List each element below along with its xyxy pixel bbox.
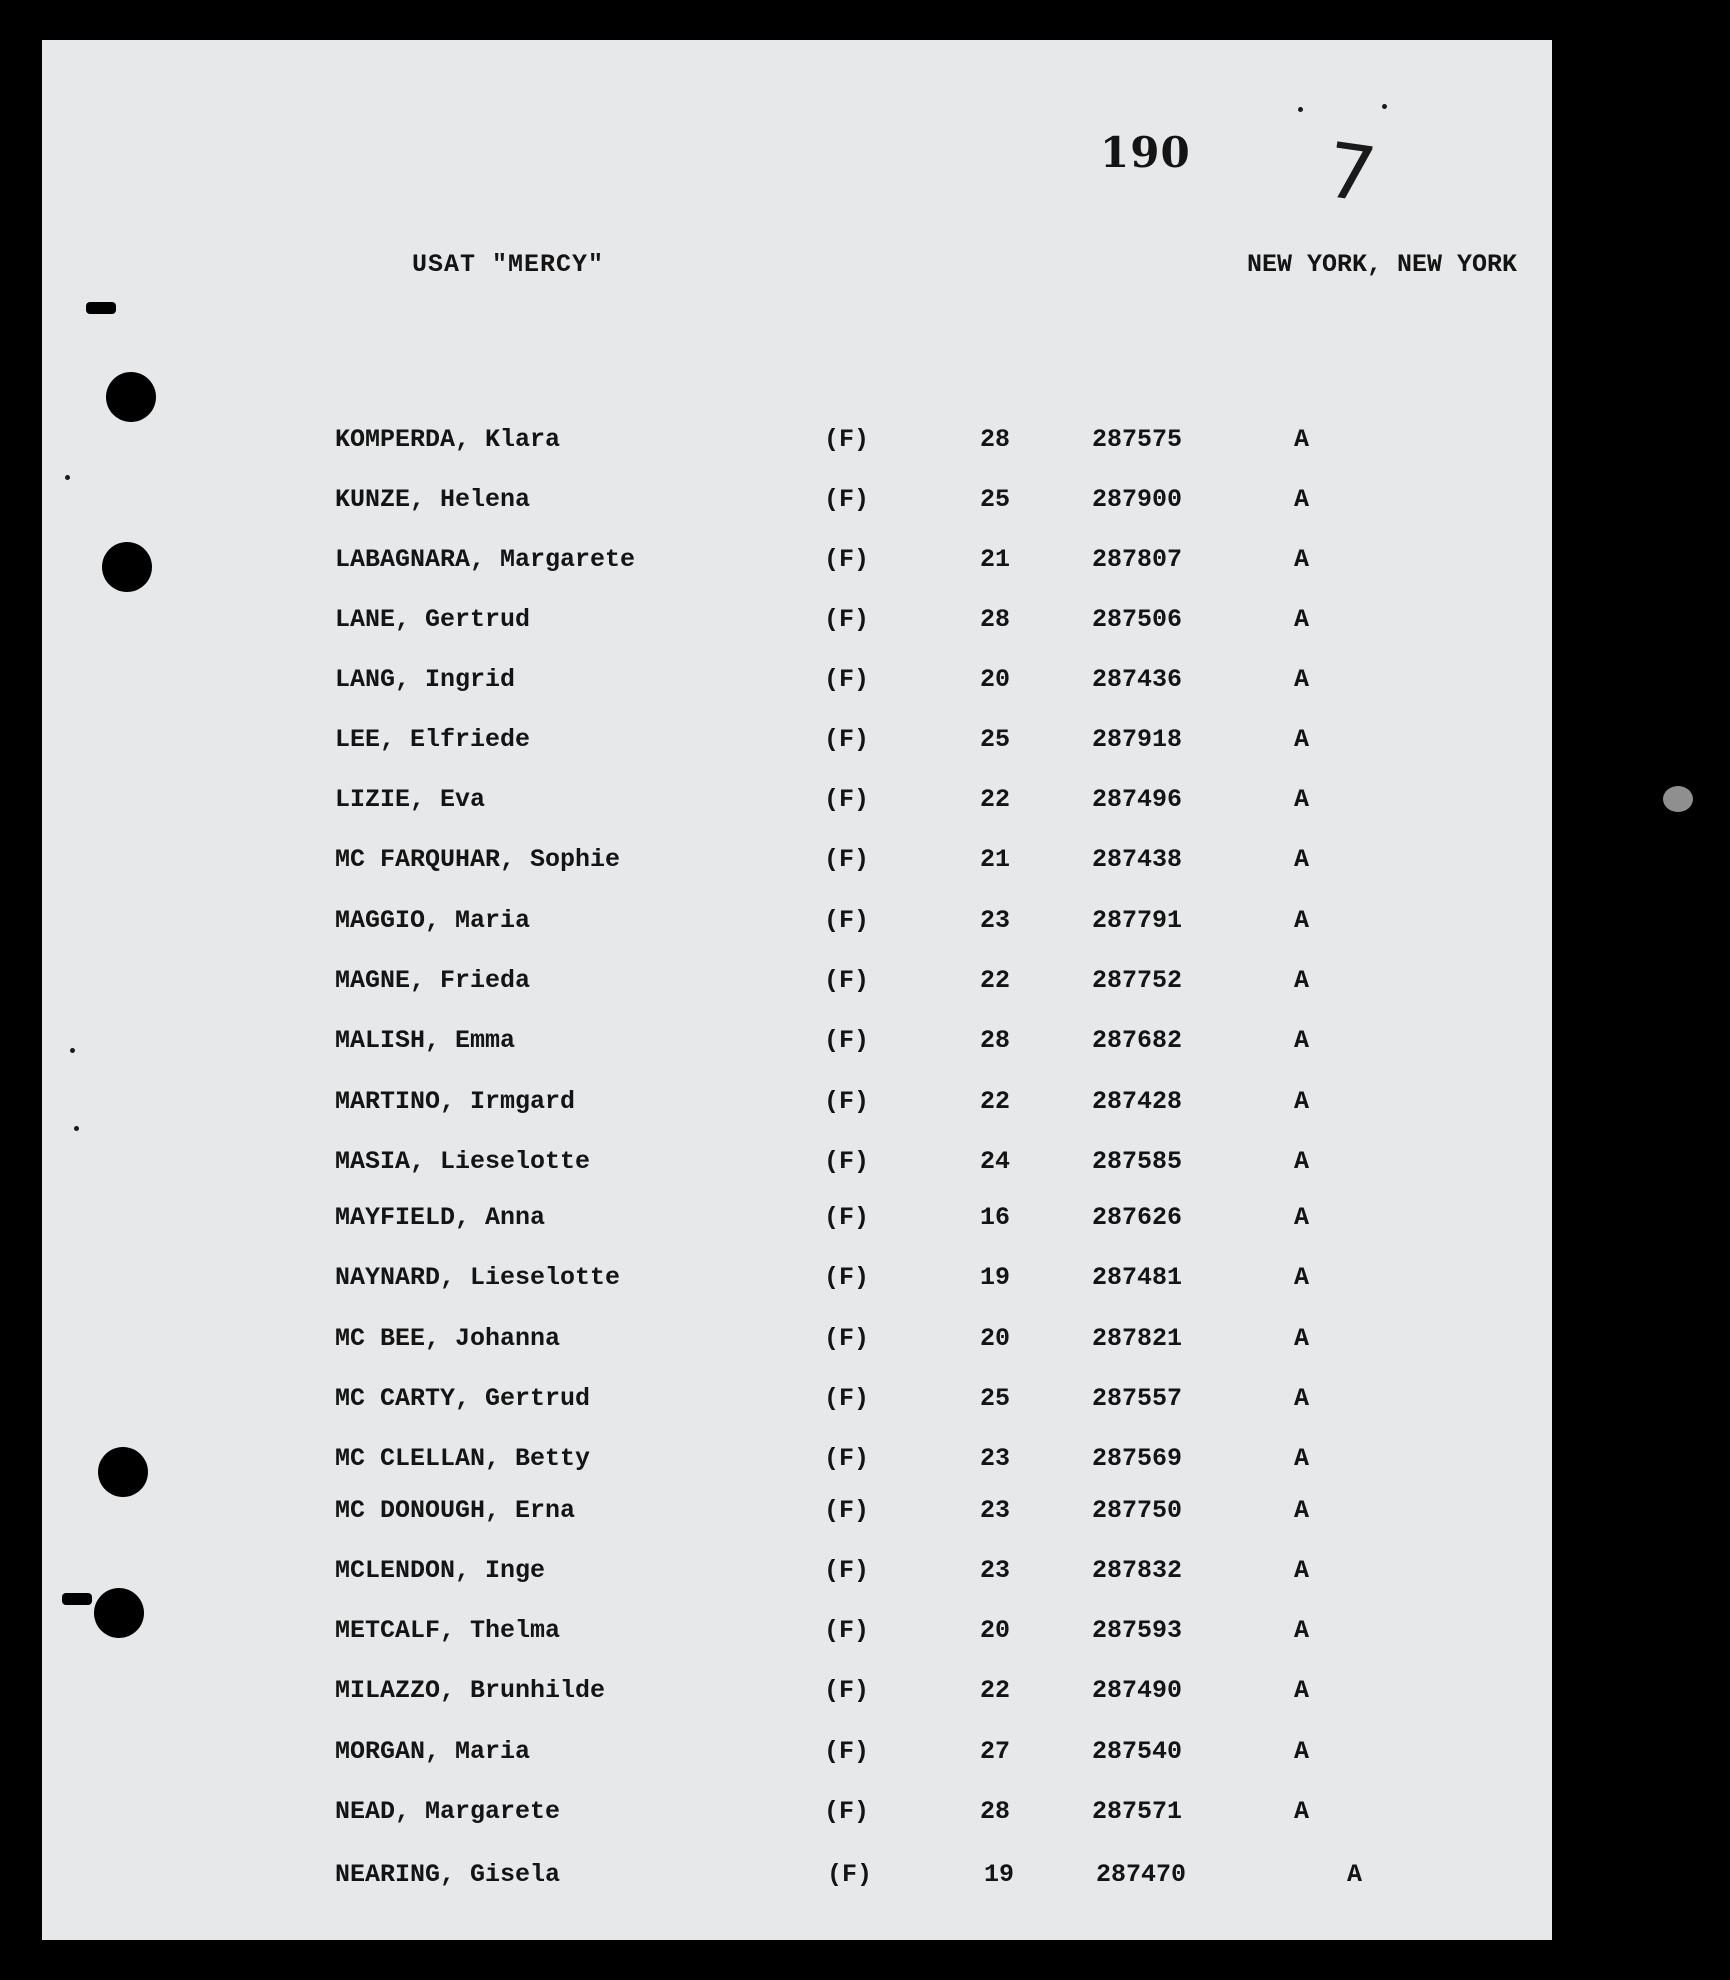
- passenger-sex: (F): [824, 1496, 870, 1525]
- passenger-class: A: [1294, 485, 1310, 514]
- passenger-number: 287540: [1092, 1737, 1183, 1766]
- page-number: 190: [1100, 128, 1191, 177]
- passenger-name: NAYNARD, Lieselotte: [335, 1263, 621, 1292]
- passenger-age: 20: [980, 665, 1011, 694]
- passenger-name: LEE, Elfriede: [335, 725, 531, 754]
- passenger-sex: (F): [824, 1676, 870, 1705]
- passenger-age: 28: [980, 425, 1011, 454]
- passenger-number: 287490: [1092, 1676, 1183, 1705]
- passenger-name: MAYFIELD, Anna: [335, 1203, 546, 1232]
- passenger-class: A: [1347, 1860, 1363, 1889]
- table-row: [42, 785, 1552, 825]
- passenger-age: 25: [980, 1384, 1011, 1413]
- passenger-number: 287436: [1092, 665, 1183, 694]
- passenger-number: 287428: [1092, 1087, 1183, 1116]
- passenger-age: 22: [980, 785, 1011, 814]
- passenger-sex: (F): [824, 785, 870, 814]
- passenger-sex: (F): [824, 545, 870, 574]
- passenger-age: 27: [980, 1737, 1011, 1766]
- passenger-name: LIZIE, Eva: [335, 785, 486, 814]
- passenger-number: 287807: [1092, 545, 1183, 574]
- binder-hole: [98, 1447, 148, 1497]
- passenger-name: MC CLELLAN, Betty: [335, 1444, 591, 1473]
- passenger-number: 287557: [1092, 1384, 1183, 1413]
- passenger-number: 287569: [1092, 1444, 1183, 1473]
- passenger-sex: (F): [824, 1263, 870, 1292]
- passenger-sex: (F): [824, 1384, 870, 1413]
- passenger-sex: (F): [824, 1026, 870, 1055]
- passenger-class: A: [1294, 906, 1310, 935]
- passenger-number: 287752: [1092, 966, 1183, 995]
- port-of-arrival: NEW YORK, NEW YORK: [1247, 250, 1518, 279]
- passenger-sex: (F): [824, 906, 870, 935]
- passenger-age: 23: [980, 1556, 1011, 1585]
- passenger-sex: (F): [824, 1087, 870, 1116]
- table-row: [42, 1860, 1552, 1900]
- passenger-age: 28: [980, 1797, 1011, 1826]
- passenger-sex: (F): [824, 1444, 870, 1473]
- passenger-class: A: [1294, 1797, 1310, 1826]
- passenger-age: 19: [984, 1860, 1015, 1889]
- speck: [74, 1126, 79, 1131]
- passenger-number: 287900: [1092, 485, 1183, 514]
- table-row: [42, 1556, 1552, 1596]
- passenger-age: 22: [980, 1676, 1011, 1705]
- speck: [70, 1048, 75, 1053]
- passenger-class: A: [1294, 1384, 1310, 1413]
- table-row: [42, 485, 1552, 525]
- table-row: [42, 1324, 1552, 1364]
- table-row: [42, 1797, 1552, 1837]
- passenger-number: 287438: [1092, 845, 1183, 874]
- passenger-class: A: [1294, 1324, 1310, 1353]
- passenger-sex: (F): [824, 485, 870, 514]
- passenger-age: 23: [980, 906, 1011, 935]
- passenger-class: A: [1294, 966, 1310, 995]
- table-row: [42, 1616, 1552, 1656]
- passenger-age: 25: [980, 485, 1011, 514]
- passenger-name: MAGGIO, Maria: [335, 906, 531, 935]
- passenger-number: 287496: [1092, 785, 1183, 814]
- passenger-class: A: [1294, 785, 1310, 814]
- passenger-sex: (F): [824, 725, 870, 754]
- passenger-age: 22: [980, 966, 1011, 995]
- binder-hole: [106, 372, 156, 422]
- passenger-class: A: [1294, 1263, 1310, 1292]
- passenger-sex: (F): [824, 1203, 870, 1232]
- table-row: [42, 1496, 1552, 1536]
- passenger-age: 16: [980, 1203, 1011, 1232]
- passenger-name: MASIA, Lieselotte: [335, 1147, 591, 1176]
- scan-blot: [1663, 786, 1693, 812]
- passenger-name: MARTINO, Irmgard: [335, 1087, 576, 1116]
- binder-hole: [102, 542, 152, 592]
- passenger-sex: (F): [824, 1556, 870, 1585]
- ship-name: USAT "MERCY": [412, 250, 605, 279]
- passenger-class: A: [1294, 1616, 1310, 1645]
- passenger-name: LANE, Gertrud: [335, 605, 531, 634]
- table-row: [42, 906, 1552, 946]
- passenger-number: 287585: [1092, 1147, 1183, 1176]
- table-row: [42, 1444, 1552, 1484]
- table-row: [42, 845, 1552, 885]
- speck: [1382, 104, 1387, 109]
- passenger-sex: (F): [824, 845, 870, 874]
- table-row: [42, 1147, 1552, 1187]
- passenger-name: MILAZZO, Brunhilde: [335, 1676, 606, 1705]
- passenger-number: 287470: [1096, 1860, 1187, 1889]
- passenger-age: 28: [980, 1026, 1011, 1055]
- passenger-sex: (F): [824, 665, 870, 694]
- passenger-number: 287575: [1092, 425, 1183, 454]
- table-row: [42, 1737, 1552, 1777]
- passenger-number: 287626: [1092, 1203, 1183, 1232]
- passenger-name: MORGAN, Maria: [335, 1737, 531, 1766]
- passenger-age: 23: [980, 1444, 1011, 1473]
- passenger-class: A: [1294, 605, 1310, 634]
- passenger-number: 287571: [1092, 1797, 1183, 1826]
- passenger-sex: (F): [827, 1860, 873, 1889]
- passenger-number: 287750: [1092, 1496, 1183, 1525]
- passenger-class: A: [1294, 1556, 1310, 1585]
- passenger-name: MAGNE, Frieda: [335, 966, 531, 995]
- passenger-class: A: [1294, 1737, 1310, 1766]
- passenger-name: MC BEE, Johanna: [335, 1324, 561, 1353]
- passenger-name: MC DONOUGH, Erna: [335, 1496, 576, 1525]
- passenger-age: 24: [980, 1147, 1011, 1176]
- passenger-class: A: [1294, 1676, 1310, 1705]
- passenger-class: A: [1294, 845, 1310, 874]
- passenger-age: 19: [980, 1263, 1011, 1292]
- table-row: [42, 665, 1552, 705]
- punch-mark: [62, 1593, 92, 1605]
- passenger-class: A: [1294, 1444, 1310, 1473]
- passenger-number: 287506: [1092, 605, 1183, 634]
- passenger-age: 25: [980, 725, 1011, 754]
- passenger-number: 287481: [1092, 1263, 1183, 1292]
- passenger-sex: (F): [824, 1737, 870, 1766]
- table-row: [42, 1026, 1552, 1066]
- speck: [65, 475, 70, 480]
- passenger-sex: (F): [824, 1147, 870, 1176]
- table-row: [42, 725, 1552, 765]
- passenger-name: MCLENDON, Inge: [335, 1556, 546, 1585]
- table-row: [42, 1203, 1552, 1243]
- passenger-name: KOMPERDA, Klara: [335, 425, 561, 454]
- punch-mark: [86, 302, 116, 314]
- table-row: [42, 425, 1552, 465]
- passenger-class: A: [1294, 1496, 1310, 1525]
- passenger-name: NEARING, Gisela: [335, 1860, 561, 1889]
- passenger-name: METCALF, Thelma: [335, 1616, 561, 1645]
- passenger-age: 28: [980, 605, 1011, 634]
- passenger-number: 287593: [1092, 1616, 1183, 1645]
- passenger-class: A: [1294, 1147, 1310, 1176]
- table-row: [42, 605, 1552, 645]
- handwritten-number: 7: [1321, 125, 1382, 220]
- passenger-sex: (F): [824, 966, 870, 995]
- passenger-age: 20: [980, 1324, 1011, 1353]
- table-row: [42, 1676, 1552, 1716]
- passenger-list: [42, 40, 1552, 1940]
- passenger-number: 287821: [1092, 1324, 1183, 1353]
- passenger-sex: (F): [824, 1797, 870, 1826]
- passenger-sex: (F): [824, 1324, 870, 1353]
- passenger-name: NEAD, Margarete: [335, 1797, 561, 1826]
- passenger-age: 20: [980, 1616, 1011, 1645]
- passenger-age: 23: [980, 1496, 1011, 1525]
- table-row: [42, 1087, 1552, 1127]
- passenger-class: A: [1294, 725, 1310, 754]
- passenger-name: MC CARTY, Gertrud: [335, 1384, 591, 1413]
- table-row: [42, 1263, 1552, 1303]
- passenger-class: A: [1294, 545, 1310, 574]
- passenger-class: A: [1294, 1087, 1310, 1116]
- speck: [1298, 107, 1303, 112]
- passenger-age: 22: [980, 1087, 1011, 1116]
- binder-hole: [94, 1588, 144, 1638]
- passenger-class: A: [1294, 1203, 1310, 1232]
- passenger-number: 287791: [1092, 906, 1183, 935]
- passenger-name: LABAGNARA, Margarete: [335, 545, 636, 574]
- passenger-class: A: [1294, 665, 1310, 694]
- table-row: [42, 1384, 1552, 1424]
- passenger-name: MC FARQUHAR, Sophie: [335, 845, 621, 874]
- table-row: [42, 545, 1552, 585]
- passenger-class: A: [1294, 1026, 1310, 1055]
- passenger-name: MALISH, Emma: [335, 1026, 516, 1055]
- passenger-sex: (F): [824, 425, 870, 454]
- passenger-age: 21: [980, 845, 1011, 874]
- manifest-page: [42, 40, 1552, 1940]
- passenger-number: 287918: [1092, 725, 1183, 754]
- passenger-age: 21: [980, 545, 1011, 574]
- passenger-name: KUNZE, Helena: [335, 485, 531, 514]
- passenger-number: 287832: [1092, 1556, 1183, 1585]
- passenger-number: 287682: [1092, 1026, 1183, 1055]
- passenger-name: LANG, Ingrid: [335, 665, 516, 694]
- passenger-sex: (F): [824, 1616, 870, 1645]
- table-row: [42, 966, 1552, 1006]
- passenger-class: A: [1294, 425, 1310, 454]
- passenger-sex: (F): [824, 605, 870, 634]
